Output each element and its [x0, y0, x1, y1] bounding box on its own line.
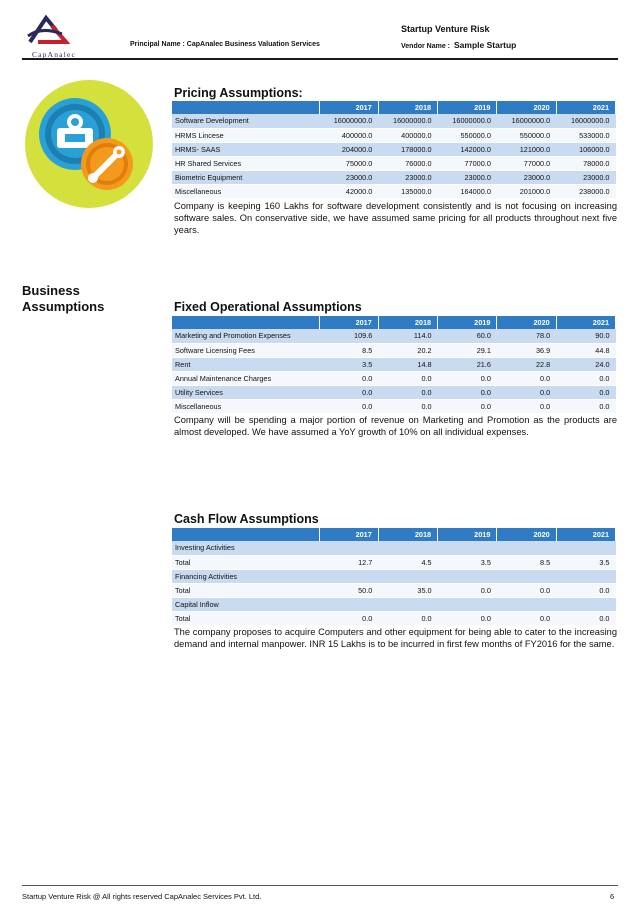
column-header-label: [172, 101, 319, 114]
pricing-note: Company is keeping 160 Lakhs for software development consistently and is not focusing on increasing software sales. On conservative side, we have assumed same pricing for all products throughout next five years.: [174, 201, 617, 236]
fixed-title: Fixed Operational Assumptions: [174, 300, 362, 314]
table-cell: 0.0: [378, 385, 437, 399]
row-label: Total: [172, 611, 319, 625]
row-label: HRMS Lincese: [172, 128, 319, 142]
table-cell: [319, 541, 378, 555]
column-header-year: 2017: [319, 101, 378, 114]
table-cell: 75000.0: [319, 156, 378, 170]
table-cell: 16000000.0: [556, 114, 615, 128]
column-header-year: 2019: [438, 316, 497, 329]
table-cell: [497, 541, 556, 555]
table-cell: 0.0: [556, 371, 615, 385]
column-header-year: 2021: [556, 316, 615, 329]
column-header-year: 2018: [378, 101, 437, 114]
column-header-year: 2021: [556, 528, 615, 541]
column-header-year: 2020: [497, 101, 556, 114]
table-row: [172, 142, 616, 156]
side-heading-line: Business: [22, 283, 80, 298]
table-cell: 16000000.0: [497, 114, 556, 128]
row-label: Biometric Equipment: [172, 170, 319, 184]
row-label: Software Development: [172, 114, 319, 128]
row-label: HR Shared Services: [172, 156, 319, 170]
table-cell: 164000.0: [438, 184, 497, 198]
hero-illustration: [23, 78, 155, 210]
table-row: [172, 541, 616, 555]
fixed-note: Company will be spending a major portion of revenue on Marketing and Promotion as the products are almost developed. We have assumed a YoY growth of 10% on all individual expenses.: [174, 415, 617, 438]
table-cell: 0.0: [497, 399, 556, 413]
pricing-table: [172, 101, 616, 199]
pricing-title: Pricing Assumptions:: [174, 86, 303, 100]
table-cell: 36.9: [497, 343, 556, 357]
table-header-row: [172, 101, 616, 114]
table-cell: 0.0: [438, 399, 497, 413]
table-cell: [497, 597, 556, 611]
column-header-year: 2020: [497, 316, 556, 329]
table-cell: 50.0: [319, 583, 378, 597]
vendor-name: [401, 40, 516, 50]
table-row: [172, 170, 616, 184]
table-header-row: [172, 316, 616, 329]
table-cell: 12.7: [319, 555, 378, 569]
table-cell: [556, 597, 615, 611]
table-row: [172, 156, 616, 170]
table-cell: 0.0: [378, 371, 437, 385]
table-cell: 23000.0: [378, 170, 437, 184]
row-label: Financing Activities: [172, 569, 319, 583]
column-header-year: 2019: [438, 528, 497, 541]
row-label: Total: [172, 555, 319, 569]
table-cell: 77000.0: [438, 156, 497, 170]
table-cell: 0.0: [438, 371, 497, 385]
row-label: Software Licensing Fees: [172, 343, 319, 357]
table-cell: 23000.0: [438, 170, 497, 184]
header-rule: [22, 58, 618, 60]
table-cell: 16000000.0: [438, 114, 497, 128]
table-cell: 0.0: [556, 583, 615, 597]
row-label: Capital Inflow: [172, 597, 319, 611]
table-cell: 16000000.0: [319, 114, 378, 128]
column-header-year: 2019: [438, 101, 497, 114]
cashflow-note: The company proposes to acquire Computers and other equipment for being able to cater to the increasing demand and internal manpower. INR 15 Lakhs is to be incurred in first few months of FY2016 for the same.: [174, 627, 617, 650]
row-label: Total: [172, 583, 319, 597]
table-cell: 0.0: [497, 385, 556, 399]
table-cell: 0.0: [438, 385, 497, 399]
table-header-row: [172, 528, 616, 541]
principal-name: Principal Name : CapAnalec Business Valuation Services: [130, 41, 320, 48]
table-row: [172, 385, 616, 399]
table-cell: 3.5: [556, 555, 615, 569]
table-cell: 238000.0: [556, 184, 615, 198]
table-cell: 23000.0: [319, 170, 378, 184]
table-cell: 533000.0: [556, 128, 615, 142]
table-cell: 44.8: [556, 343, 615, 357]
footer-rule: [22, 885, 618, 886]
table-cell: 135000.0: [378, 184, 437, 198]
table-cell: 76000.0: [378, 156, 437, 170]
table-cell: 3.5: [319, 357, 378, 371]
table-row: [172, 184, 616, 198]
section-side-heading: [22, 283, 104, 315]
table-cell: 77000.0: [497, 156, 556, 170]
cashflow-table: [172, 528, 616, 626]
table-row: [172, 597, 616, 611]
table-cell: 106000.0: [556, 142, 615, 156]
cashflow-title: Cash Flow Assumptions: [174, 512, 319, 526]
table-cell: 400000.0: [378, 128, 437, 142]
column-header-year: 2018: [378, 528, 437, 541]
column-header-label: [172, 316, 319, 329]
table-cell: [438, 569, 497, 583]
row-label: Miscellaneous: [172, 184, 319, 198]
table-row: [172, 555, 616, 569]
table-cell: [319, 597, 378, 611]
column-header-label: [172, 528, 319, 541]
column-header-year: 2017: [319, 316, 378, 329]
table-cell: 178000.0: [378, 142, 437, 156]
table-cell: 400000.0: [319, 128, 378, 142]
table-cell: 8.5: [497, 555, 556, 569]
table-cell: [556, 569, 615, 583]
table-cell: 21.6: [438, 357, 497, 371]
vendor-value: Sample Startup: [454, 40, 517, 50]
table-cell: [378, 597, 437, 611]
table-cell: 24.0: [556, 357, 615, 371]
column-header-year: 2020: [497, 528, 556, 541]
table-cell: 0.0: [319, 399, 378, 413]
table-cell: [438, 541, 497, 555]
table-row: [172, 357, 616, 371]
table-cell: 4.5: [378, 555, 437, 569]
table-cell: [438, 597, 497, 611]
table-cell: 16000000.0: [378, 114, 437, 128]
table-row: [172, 114, 616, 128]
table-row: [172, 569, 616, 583]
row-label: Marketing and Promotion Expenses: [172, 329, 319, 343]
table-cell: 0.0: [556, 399, 615, 413]
logo-wordmark: CapAnalec: [31, 50, 77, 59]
table-cell: [319, 569, 378, 583]
page-number: 6: [610, 892, 615, 901]
table-row: [172, 128, 616, 142]
table-cell: 0.0: [497, 583, 556, 597]
row-label: Utility Services: [172, 385, 319, 399]
column-header-year: 2021: [556, 101, 615, 114]
table-cell: 121000.0: [497, 142, 556, 156]
table-cell: [556, 541, 615, 555]
table-cell: 0.0: [556, 385, 615, 399]
table-row: [172, 611, 616, 625]
row-label: Investing Activities: [172, 541, 319, 555]
table-cell: 78.0: [497, 329, 556, 343]
table-cell: 20.2: [378, 343, 437, 357]
table-cell: 90.0: [556, 329, 615, 343]
table-cell: 550000.0: [438, 128, 497, 142]
table-cell: 78000.0: [556, 156, 615, 170]
table-cell: 0.0: [378, 611, 437, 625]
table-cell: 22.8: [497, 357, 556, 371]
table-row: [172, 343, 616, 357]
table-cell: 0.0: [378, 399, 437, 413]
table-cell: 23000.0: [556, 170, 615, 184]
table-row: [172, 371, 616, 385]
row-label: HRMS- SAAS: [172, 142, 319, 156]
table-cell: 29.1: [438, 343, 497, 357]
table-cell: 42000.0: [319, 184, 378, 198]
table-cell: 201000.0: [497, 184, 556, 198]
side-heading-line: Assumptions: [22, 299, 105, 314]
column-header-year: 2018: [378, 316, 437, 329]
table-cell: 0.0: [497, 371, 556, 385]
table-cell: 3.5: [438, 555, 497, 569]
table-cell: 0.0: [319, 611, 378, 625]
table-cell: 114.0: [378, 329, 437, 343]
table-cell: [378, 569, 437, 583]
table-cell: 0.0: [556, 611, 615, 625]
table-cell: 0.0: [319, 385, 378, 399]
table-cell: [378, 541, 437, 555]
table-cell: 109.6: [319, 329, 378, 343]
table-cell: 60.0: [438, 329, 497, 343]
table-row: [172, 399, 616, 413]
table-cell: 35.0: [378, 583, 437, 597]
row-label: Rent: [172, 357, 319, 371]
vendor-label: Vendor Name :: [401, 43, 451, 50]
table-cell: 8.5: [319, 343, 378, 357]
table-cell: [497, 569, 556, 583]
table-cell: 0.0: [319, 371, 378, 385]
row-label: Miscellaneous: [172, 399, 319, 413]
table-cell: 0.0: [497, 611, 556, 625]
table-cell: 0.0: [438, 611, 497, 625]
table-cell: 550000.0: [497, 128, 556, 142]
report-title: Startup Venture Risk: [401, 24, 490, 34]
footer-text: Startup Venture Risk @ All rights reserved CapAnalec Services Pvt. Ltd.: [22, 892, 262, 901]
table-cell: 23000.0: [497, 170, 556, 184]
table-row: [172, 329, 616, 343]
table-cell: 14.8: [378, 357, 437, 371]
fixed-table: [172, 316, 616, 414]
table-cell: 142000.0: [438, 142, 497, 156]
row-label: Annual Maintenance Charges: [172, 371, 319, 385]
table-row: [172, 583, 616, 597]
table-cell: 204000.0: [319, 142, 378, 156]
column-header-year: 2017: [319, 528, 378, 541]
table-cell: 0.0: [438, 583, 497, 597]
